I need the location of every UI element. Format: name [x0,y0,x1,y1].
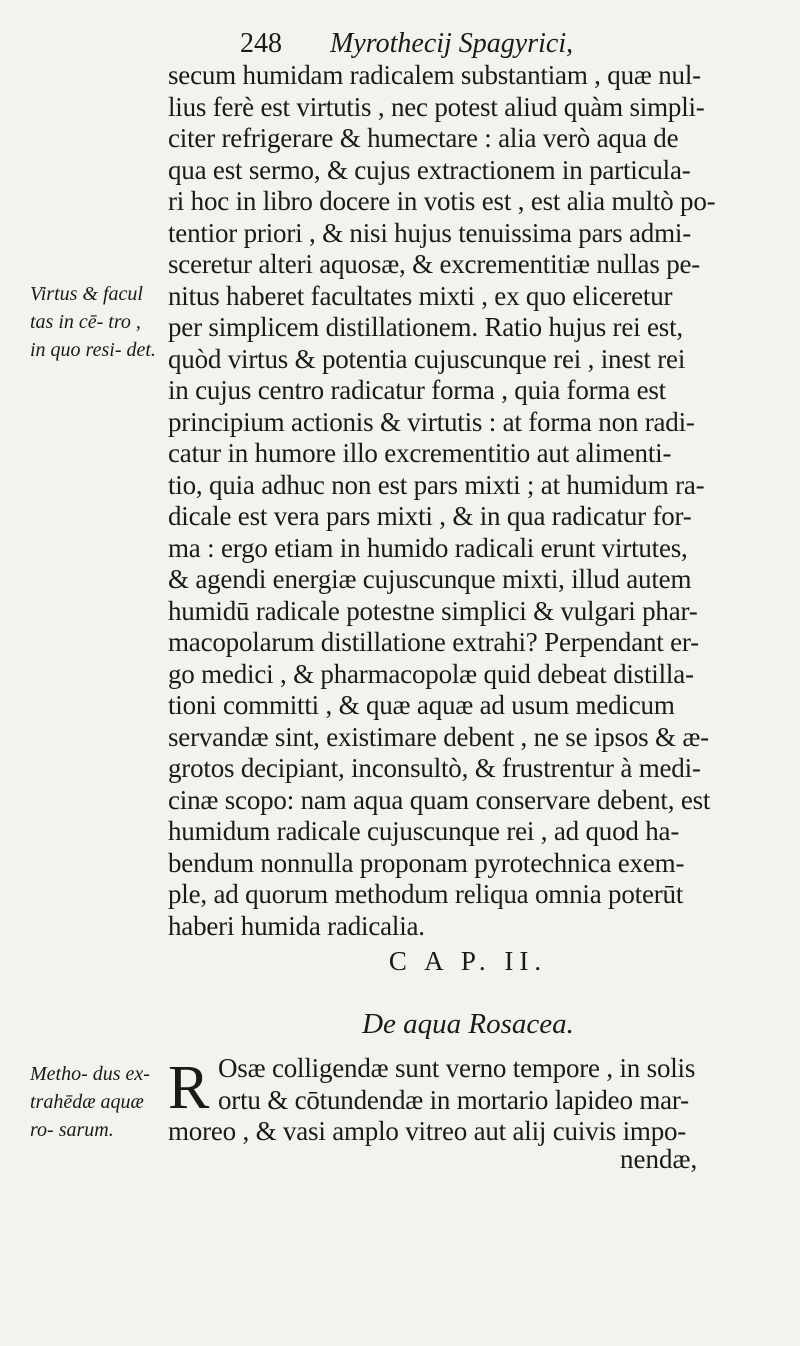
text-line: citer refrigerare & humectare : alia verò aqua de [168,123,679,153]
text-line: ortu & cōtundendæ in mortario lapideo mar- [218,1084,689,1115]
text-line: grotos decipiant, inconsultò, & frustrentur à medi- [168,753,701,783]
text-line: qua est sermo, & cujus extractionem in particula- [168,154,691,185]
text-line: go medici , & pharmacopolæ quid debeat distilla- [168,658,694,689]
text-line: sceretur alteri aquosæ, & excrementitiæ nullas pe- [168,249,701,279]
text-line: in cujus centro radicatur forma , quia forma est [168,375,666,405]
paragraph-main [168,60,768,942]
text-line: nitus haberet facultates mixti , ex quo eliceretur [168,280,673,311]
margin-note-method: Metho- dus ex- trahēdæ aquæ ro- sarum. [30,1063,150,1141]
paragraph-rosacea [168,1053,768,1148]
text-line: principium actionis & virtutis : at forma non radi- [168,406,695,437]
text-line: per simplicem distillationem. Ratio hujus rei est, [168,312,683,342]
margin-note-virtues: Virtus & facul tas in cē- tro , in quo resi- det. [30,283,156,361]
text-line: Osæ colligendæ sunt verno tempore , in solis [218,1053,696,1083]
running-title: Myrothecij Spagyrici, [330,28,574,59]
chapter-heading: C A P. II. [388,946,548,976]
text-line: haberi humida radicalia. [168,910,425,941]
text-line: ple, ad quorum methodum reliqua omnia poterūt [168,879,684,909]
section-title: De aqua Rosacea. [362,1008,574,1040]
page-number: 248 [240,28,282,59]
text-line: secum humidam radicalem substantiam , quæ nul- [168,60,701,90]
drop-cap: R [168,1054,210,1122]
text-line: cinæ scopo: nam aqua quam conservare debent, est [168,784,711,815]
text-line: humidum radicale cujuscunque rei , ad quod ha- [168,816,680,846]
text-line: tio, quia adhuc non est pars mixti ; at humidum ra- [168,469,705,500]
text-line: tioni committi , & quæ aquæ ad usum medicum [168,690,675,720]
text-line: bendum nonnulla proponam pyrotechnica exem- [168,847,685,878]
text-line: macopolarum distillatione extrahi? Perpendant er- [168,627,699,657]
text-line: moreo , & vasi amplo vitreo aut alij cuivis impo- [168,1116,687,1146]
text-line: lius ferè est virtutis , nec potest aliud quàm simpli- [168,91,705,122]
text-line: ri hoc in libro docere in votis est , est alia multò po- [168,186,716,216]
text-line: dicale est vera pars mixti , & in qua radicatur for- [168,501,692,531]
text-line: humidū radicale potestne simplici & vulgari phar- [168,595,698,626]
page-header [240,16,720,66]
text-line: servandæ sint, existimare debent , ne se ipsos & æ- [168,721,709,752]
catchword: nendæ, [620,1144,698,1174]
text-line: quòd virtus & potentia cujuscunque rei , inest rei [168,343,686,374]
text-line: tentior priori , & nisi hujus tenuissima pars admi- [168,217,691,248]
text-line: & agendi energiæ cujuscunque mixti, illud autem [168,564,692,594]
text-line: catur in humore illo excrementitio aut alimenti- [168,438,672,468]
text-line: ma : ergo etiam in humido radicali erunt virtutes, [168,532,688,563]
